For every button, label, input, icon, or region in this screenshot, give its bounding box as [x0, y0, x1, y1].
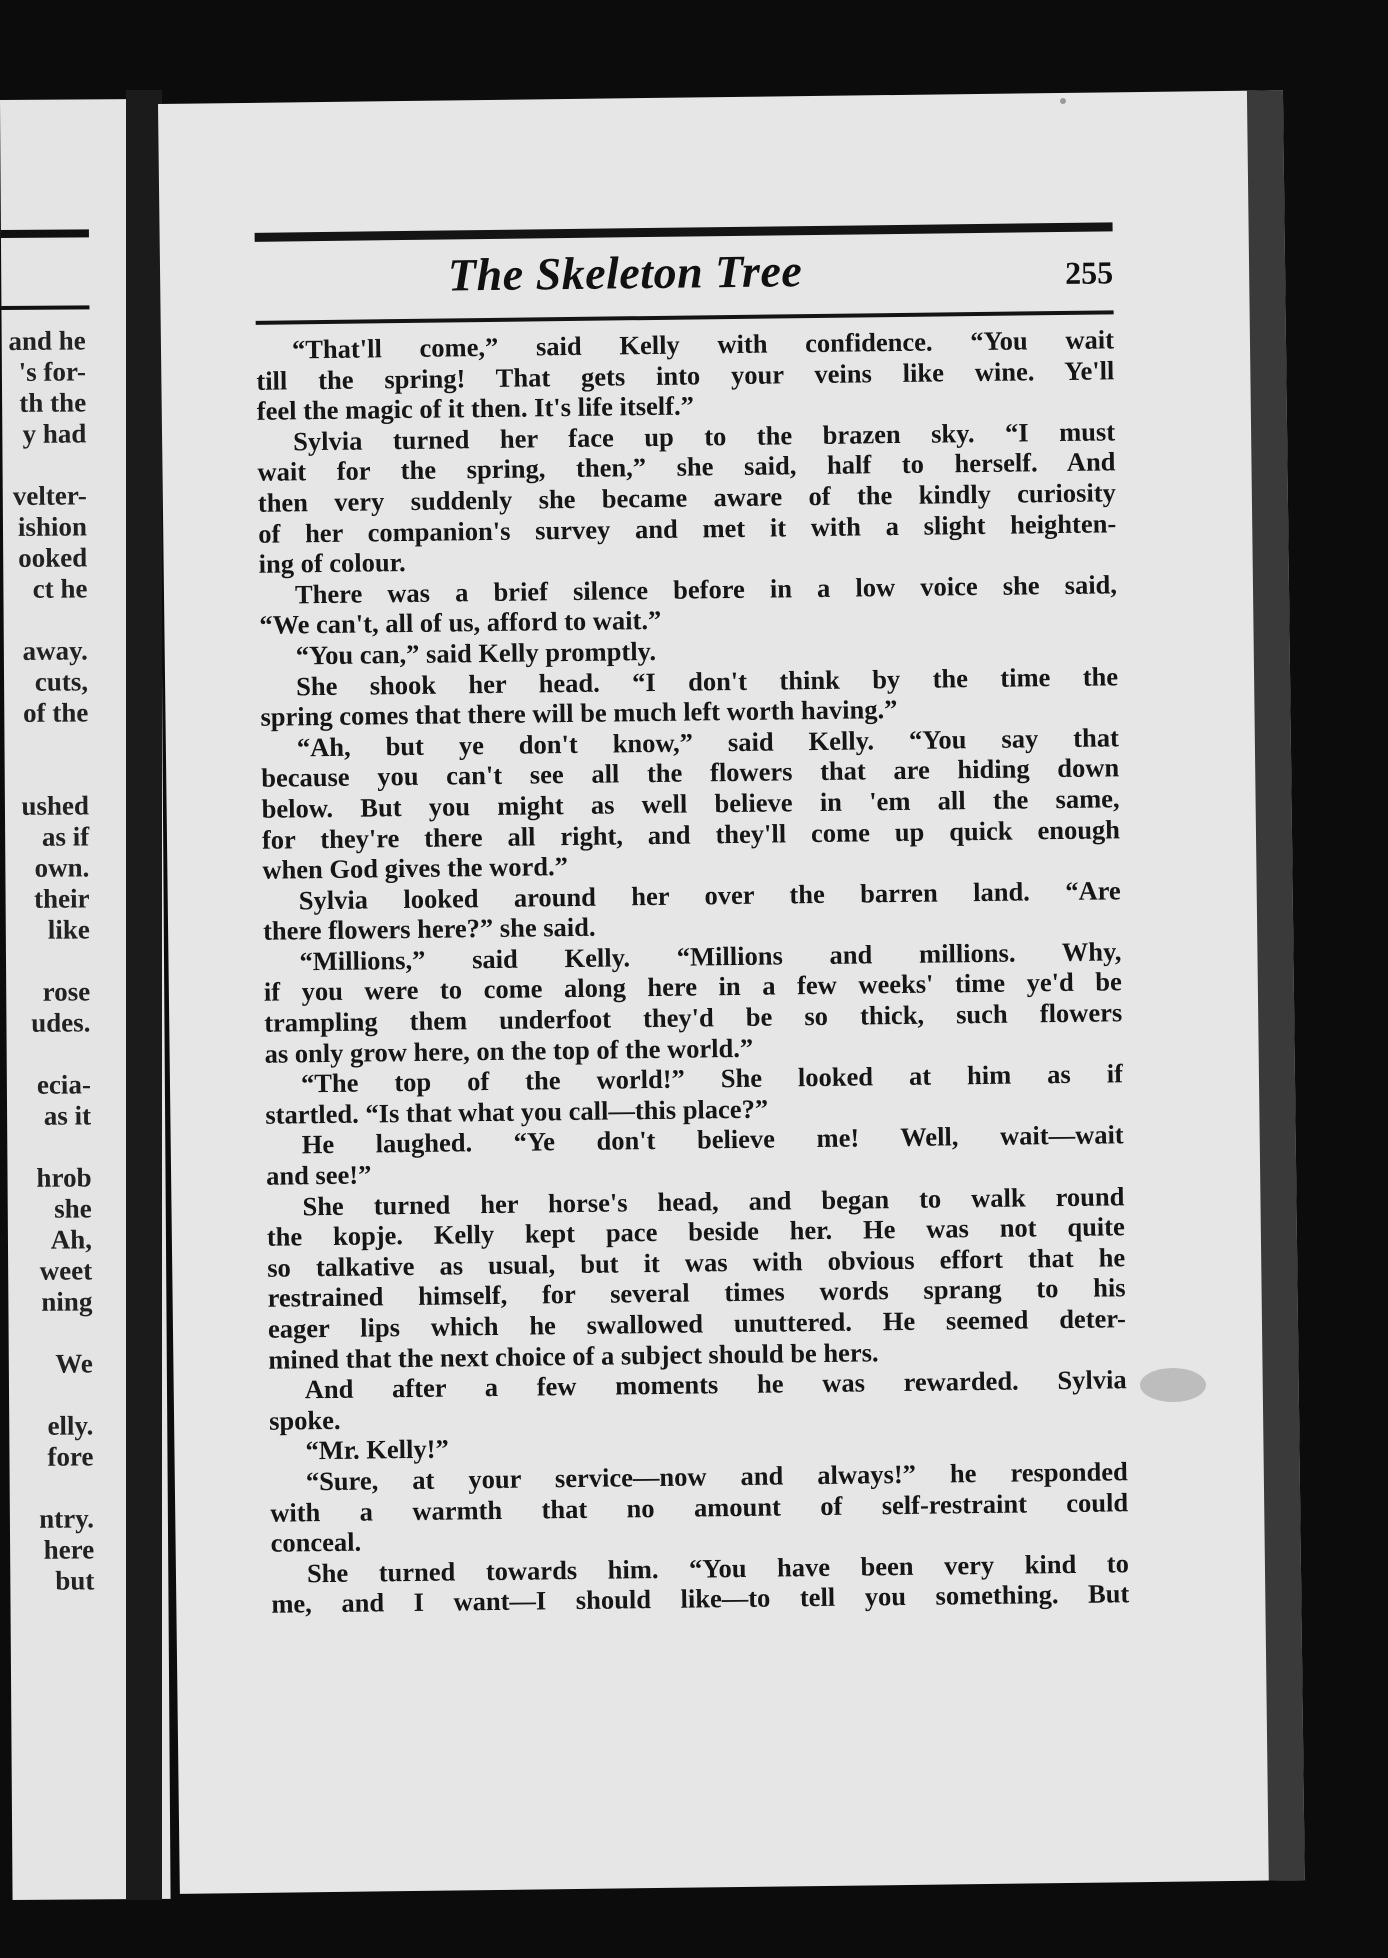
text-line: and see!” — [265, 1159, 372, 1191]
facing-page-header-rule-thin — [1, 305, 89, 310]
facing-page-line — [3, 1379, 93, 1411]
facing-page-line: ooked — [18, 542, 88, 573]
text-line: mined that the next choice of a subject should be hers. — [268, 1336, 879, 1375]
text-line: “The top of the world!” She looked at him as if — [300, 1058, 1124, 1099]
book-gutter — [126, 90, 162, 1900]
text-line: the kopje. Kelly kept pace beside her. He was not quite — [266, 1211, 1125, 1252]
text-line: as only grow here, on the top of the world.” — [264, 1032, 754, 1069]
facing-page-line — [4, 1472, 94, 1504]
text-line: She turned towards him. “You have been very kind to — [306, 1547, 1130, 1589]
text-line: eager lips which he swallowed unuttered. He seemed deter- — [267, 1303, 1127, 1344]
facing-page-line — [0, 604, 88, 636]
facing-page-line: ishion — [17, 511, 88, 542]
facing-page-line: ushed — [21, 790, 90, 821]
text-line: And after a few moments he was rewarded. Sylvia — [304, 1364, 1127, 1405]
text-line: spring comes that there will be much left worth having.” — [260, 694, 898, 732]
facing-page-line: like — [47, 914, 90, 945]
text-line: wait for the spring, then,” she said, half to herself. And — [257, 446, 1116, 488]
text-line: He laughed. “Ye don't believe me! Well, wait—wait — [301, 1119, 1124, 1160]
facing-page-line: as it — [43, 1100, 92, 1131]
facing-page-line: cuts, — [34, 666, 89, 697]
facing-page-line: Ah, — [50, 1224, 93, 1255]
text-line: “You can,” said Kelly promptly. — [295, 635, 657, 671]
text-line: “Millions,” said Kelly. “Millions and millions. Why, — [299, 936, 1122, 977]
scan-speck — [1060, 98, 1066, 104]
text-line: me, and I want—I should like—to tell you something. But — [271, 1578, 1130, 1620]
facing-page-line — [0, 449, 87, 481]
facing-page-line: velter- — [12, 480, 87, 511]
facing-page-header-rule — [1, 229, 89, 238]
text-line: “Mr. Kelly!” — [305, 1433, 449, 1466]
facing-page-line — [0, 945, 90, 977]
text-line: if you were to come along here in a few weeks' time ye'd be — [263, 966, 1122, 1008]
text-line: of her companion's survey and met it with a slight heighten- — [258, 507, 1117, 549]
text-line: She shook her head. “I don't think by the time the — [295, 660, 1119, 701]
text-line: ing of colour. — [258, 547, 406, 579]
facing-page-line: weet — [39, 1255, 93, 1286]
facing-page-line: ntry. — [39, 1503, 95, 1534]
text-line: “Sure, at your service—now and always!” he responded — [305, 1456, 1128, 1497]
text-line: because you can't see all the flowers that are hiding down — [261, 752, 1120, 794]
text-line: She turned her horse's head, and began to walk round — [302, 1180, 1125, 1221]
facing-page-line — [0, 728, 89, 760]
text-line: trampling them underfoot they'd be so thick, such flowers — [264, 997, 1123, 1038]
facing-page-line: and he — [8, 325, 86, 356]
facing-page-line: We — [55, 1348, 93, 1379]
facing-page-line: here — [43, 1534, 95, 1565]
text-line: restrained himself, for several times words sprang to his — [267, 1272, 1126, 1314]
facing-page-line: hrob — [36, 1162, 92, 1193]
page-edge-shadow — [1247, 90, 1305, 1880]
facing-page-line — [3, 1317, 93, 1349]
facing-page-line: own. — [34, 852, 90, 883]
header-rule-bottom — [256, 310, 1114, 324]
text-line: There was a brief silence before in a low voice she said, — [294, 569, 1118, 610]
page-number: 255 — [1064, 254, 1114, 291]
facing-page-line: their — [33, 883, 90, 914]
text-line: Sylvia looked around her over the barren land. “Are — [298, 874, 1121, 916]
facing-page-line: elly. — [47, 1410, 94, 1441]
header-rule-top — [255, 222, 1113, 241]
facing-page-line: ecia- — [36, 1069, 91, 1100]
facing-page-line: 's for- — [18, 356, 87, 387]
facing-page-line: as if — [41, 821, 90, 852]
text-line: below. But you might as well believe in 'em all the same, — [261, 783, 1120, 824]
facing-page-line: of the — [22, 697, 89, 728]
facing-page-line: th the — [19, 387, 87, 418]
text-line: there flowers here?” she said. — [262, 911, 596, 947]
text-line: so talkative as usual, but it was with obvious effort that he — [267, 1242, 1126, 1283]
text-line: with a warmth that no amount of self-restraint could — [270, 1486, 1129, 1528]
text-line: feel the magic of it then. It's life itself.” — [256, 390, 695, 427]
book-page — [158, 90, 1305, 1894]
text-line: “Ah, but ye don't know,” said Kelly. “You say that — [296, 722, 1119, 763]
text-line: “We can't, all of us, afford to wait.” — [259, 605, 662, 641]
text-line: till the spring! That gets into your veins like wine. Ye'll — [256, 354, 1115, 396]
text-line: then very suddenly she became aware of the kindly curiosity — [257, 477, 1116, 518]
text-line: spoke. — [268, 1404, 341, 1436]
facing-page-line — [1, 1131, 91, 1163]
text-line: Sylvia turned her face up to the brazen sky. “I must — [292, 416, 1116, 457]
facing-page-line: udes. — [31, 1007, 91, 1038]
facing-page-line: y had — [22, 418, 87, 449]
text-line: for they're there all right, and they'll come up quick enough — [261, 813, 1121, 855]
facing-page-line: ning — [41, 1286, 93, 1317]
facing-page-line: rose — [42, 976, 91, 1007]
text-line: “That'll come,” said Kelly with confidence. “You wait — [291, 324, 1115, 365]
body-text — [256, 324, 1130, 1619]
facing-page-line: fore — [47, 1441, 94, 1472]
text-line: when God gives the word.” — [262, 851, 569, 885]
facing-page-line: but — [55, 1565, 95, 1596]
facing-page-line: ct he — [32, 573, 88, 604]
running-title: The Skeleton Tree — [447, 245, 803, 301]
facing-page-line — [0, 759, 89, 791]
facing-page-line: away. — [22, 635, 88, 666]
facing-page-line: she — [54, 1193, 92, 1224]
facing-page-text-edge — [0, 325, 94, 1597]
text-line: startled. “Is that what you call—this place?” — [265, 1093, 769, 1130]
text-line: conceal. — [270, 1526, 362, 1558]
facing-page-line — [1, 1038, 91, 1070]
scan-smudge — [1140, 1368, 1206, 1402]
